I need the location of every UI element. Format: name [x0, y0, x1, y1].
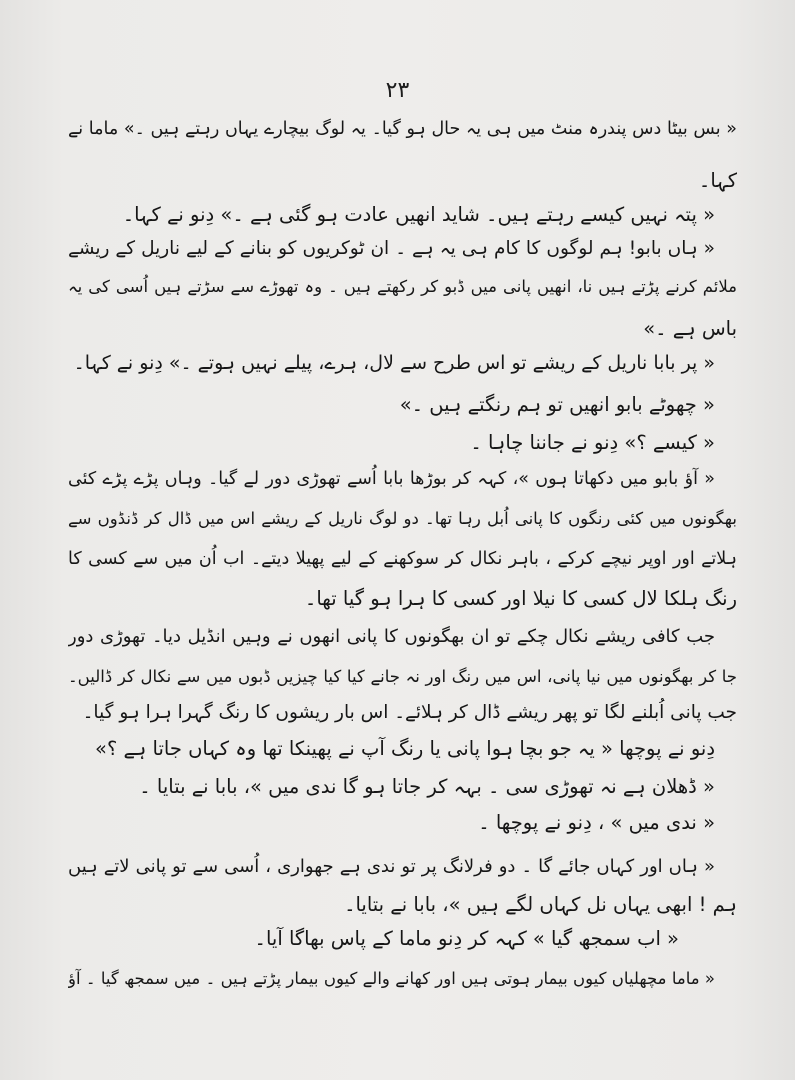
- text-line: « کیسے ؟» دِنو نے جاننا چاہا ۔: [470, 431, 715, 454]
- text-line: جا کر بھگونوں میں نیا پانی، اس میں رنگ اور نہ جانے کیا کیا چیزیں ڈبوں میں سے نکال کر ڈالیں۔: [68, 667, 737, 686]
- text-line: جب پانی اُبلنے لگا تو پھر ریشے ڈال کر ہلائے۔ اس بار ریشوں کا رنگ گہرا ہرا ہو گیا۔: [82, 702, 737, 723]
- text-line: « اب سمجھ گیا » کہہ کر دِنو ماما کے پاس بھاگا آیا۔: [254, 927, 679, 950]
- text-line: « ہاں بابو! ہم لوگوں کا کام ہی یہ ہے ۔ ان ٹوکریوں کو بنانے کے لیے ناریل کے ریشے: [68, 238, 715, 259]
- text-line: باس ہے ۔»: [643, 317, 737, 340]
- text-line: رنگ ہلکا لال کسی کا نیلا اور کسی کا ہرا ہو گیا تھا۔: [304, 587, 737, 610]
- text-line: ہلاتے اور اوپر نیچے کرکے ، باہر نکال کر سوکھنے کے لیے پھیلا دیتے۔ اب اُن میں سے کسی کا: [68, 549, 737, 569]
- text-line: « بس بیٹا دس پندرہ منٹ میں ہی یہ حال ہو گیا۔ یہ لوگ بیچارے یہاں رہتے ہیں ۔» ماما نے: [68, 119, 737, 139]
- text-line: « چھوٹے بابو انھیں تو ہم رنگتے ہیں ۔»: [399, 393, 715, 416]
- text-line: دِنو نے پوچھا « یہ جو بچا ہوا پانی یا رنگ آپ نے پھینکا تھا وہ کہاں جاتا ہے ؟»: [95, 737, 715, 760]
- text-line: « ماما مچھلیاں کیوں بیمار ہوتی ہیں اور کھانے والے کیوں بیمار پڑتے ہیں ۔ میں سمجھ گیا ۔ آؤ: [68, 969, 715, 988]
- page-number: ۲۳: [385, 78, 410, 103]
- text-line: جب کافی ریشے نکال چکے تو ان بھگونوں کا پانی انھوں نے وہیں انڈیل دیا۔ تھوڑی دور: [68, 626, 715, 647]
- text-line: ملائم کرنے پڑتے ہیں نا، انھیں پانی میں ڈبو کر رکھتے ہیں ۔ وہ تھوڑے سے سڑتے ہیں اُسی کی یہ: [68, 277, 737, 296]
- text-line: بھگونوں میں کئی رنگوں کا پانی اُبل رہا تھا۔ دو لوگ ناریل کے ریشے اس میں ڈال کر ڈنڈوں سے: [68, 509, 737, 528]
- text-line: « ڈھلان ہے نہ تھوڑی سی ۔ بہہ کر جاتا ہو گا ندی میں »، بابا نے بتایا ۔: [139, 775, 715, 798]
- text-line: « ندی میں » ، دِنو نے پوچھا ۔: [478, 811, 715, 834]
- text-line: « پتہ نہیں کیسے رہتے ہیں۔ شاید انھیں عادت ہو گئی ہے ۔» دِنو نے کہا۔: [122, 203, 715, 226]
- text-line: « ہاں اور کہاں جائے گا ۔ دو فرلانگ پر تو ندی ہے جھواری ، اُسی سے تو پانی لاتے ہیں: [68, 856, 715, 877]
- text-line: « پر بابا ناریل کے ریشے تو اس طرح سے لال، ہرے، پیلے نہیں ہوتے ۔» دِنو نے کہا۔: [73, 352, 715, 374]
- text-line: « آؤ بابو میں دکھاتا ہوں »، کہہ کر بوڑھا بابا اُسے تھوڑی دور لے گیا۔ وہاں پڑے پڑے کئی: [68, 469, 715, 489]
- text-line: کہا۔: [698, 169, 737, 192]
- text-line: ہم ! ابھی یہاں نل کہاں لگے ہیں »، بابا نے بتایا۔: [344, 893, 737, 916]
